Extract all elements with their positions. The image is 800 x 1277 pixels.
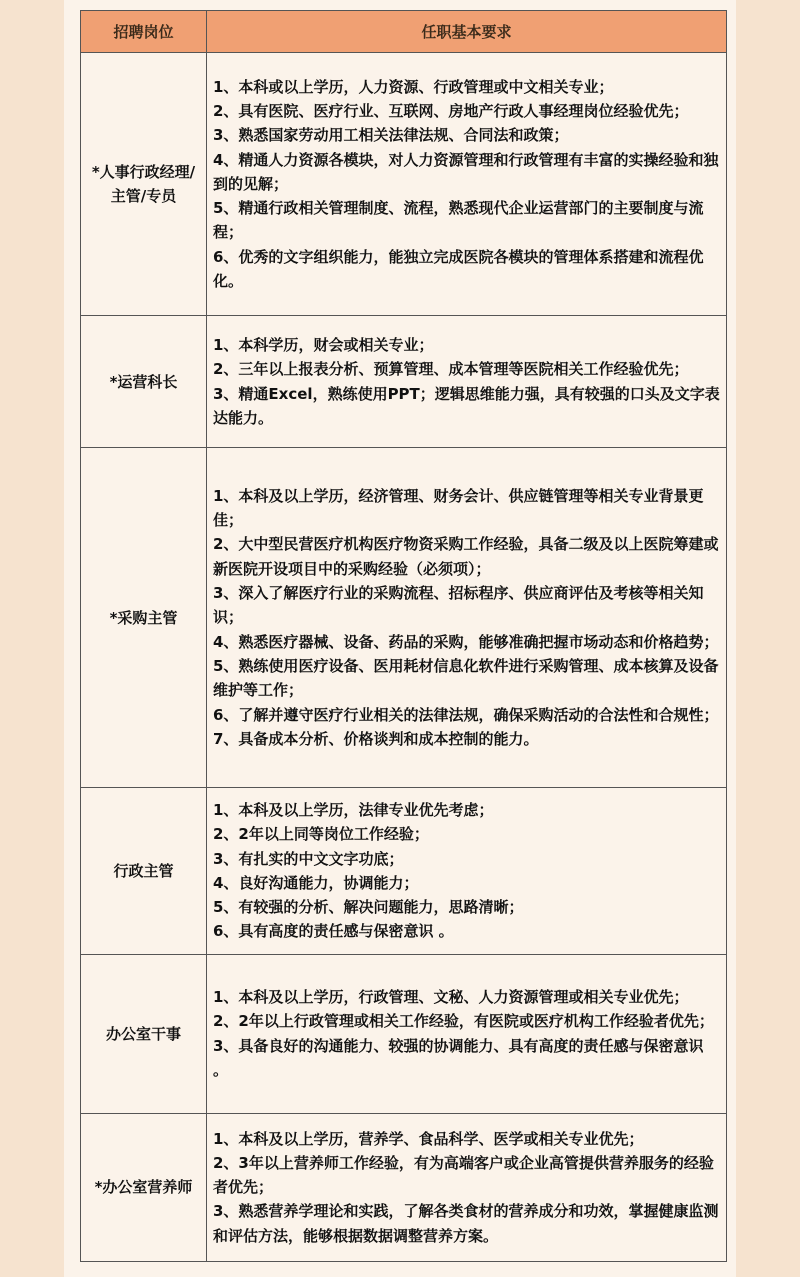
requirement-item: 3、深入了解医疗行业的采购流程、招标程序、供应商评估及考核等相关知识； [213,584,704,627]
requirement-item: 6、具有高度的责任感与保密意识 。 [213,922,454,941]
requirement-item: 1、本科及以上学历，行政管理、文秘、人力资源管理或相关专业优先； [213,988,689,1007]
table-row [81,53,727,316]
requirement-item: 3、熟悉营养学理论和实践，了解各类食材的营养成分和功效，掌握健康监测和评估方法，能够根据数据调整营养方案。 [213,1202,719,1245]
header-requirements: 任职基本要求 [207,11,727,53]
requirements-cell [207,316,727,448]
requirement-item: 2、2年以上行政管理或相关工作经验，有医院或医疗机构工作经验者优先； [213,1012,714,1031]
requirement-item: 5、精通行政相关管理制度、流程，熟悉现代企业运营部门的主要制度与流程； [213,199,704,242]
requirement-item: 3、精通Excel，熟练使用PPT；逻辑思维能力强，具有较强的口头及文字表达能力。 [213,384,720,427]
requirement-item: 3、有扎实的中文文字功底； [213,849,404,868]
requirement-item: 2、三年以上报表分析、预算管理、成本管理等医院相关工作经验优先； [213,360,689,379]
requirements-cell [207,448,727,788]
table-header-row [81,11,727,53]
table-row [81,954,727,1113]
requirement-item: 1、本科及以上学历，法律专业优先考虑； [213,801,494,819]
requirement-item: 5、熟练使用医疗设备、医用耗材信息化软件进行采购管理、成本核算及设备维护等工作； [213,656,719,700]
requirement-item: 1、本科或以上学历，人力资源、行政管理或中文相关专业； [213,77,614,96]
requirement-item: 4、熟悉医疗器械、设备、药品的采购，能够准确把握市场动态和价格趋势； [213,632,719,651]
position-cell: *办公室营养师 [81,1113,207,1261]
position-cell: 行政主管 [81,788,207,955]
requirement-item: 2、大中型民营医疗机构医疗物资采购工作经验，具备二级及以上医院筹建或新医院开设项目中的采购经验（必须项）； [213,535,719,578]
requirement-item: 3、具备良好的沟通能力、较强的协调能力、具有高度的责任感与保密意识 。 [213,1036,704,1080]
requirement-item: 3、熟悉国家劳动用工相关法律法规、合同法和政策； [213,126,569,145]
requirements-cell [207,954,727,1113]
requirement-item: 6、了解并遵守医疗行业相关的法律法规，确保采购活动的合法性和合规性； [213,705,719,724]
requirement-item: 1、本科及以上学历，营养学、食品科学、医学或相关专业优先； [213,1129,644,1148]
position-cell: *采购主管 [81,448,207,788]
header-position: 招聘岗位 [81,11,207,53]
table-row [81,316,727,448]
requirement-item: 4、良好沟通能力，协调能力； [213,873,419,892]
requirement-item: 4、精通人力资源各模块，对人力资源管理和行政管理有丰富的实操经验和独到的见解； [213,150,719,193]
requirement-item: 2、2年以上同等岗位工作经验； [213,825,429,844]
requirements-cell [207,1113,727,1261]
table-row [81,788,727,955]
position-cell: 办公室干事 [81,954,207,1113]
requirement-item: 1、本科及以上学历，经济管理、财务会计、供应链管理等相关专业背景更佳； [213,486,704,530]
requirement-item: 2、具有医院、医疗行业、互联网、房地产行政人事经理岗位经验优先； [213,101,689,120]
requirements-cell [207,53,727,316]
recruitment-table [80,10,727,1262]
requirement-item: 5、有较强的分析、解决问题能力，思路清晰； [213,898,524,917]
requirements-cell [207,788,727,955]
requirement-item: 1、本科学历，财会或相关专业； [213,335,434,354]
position-cell: *人事行政经理/ 主管/专员 [81,53,207,316]
table-row [81,448,727,788]
table-row [81,1113,727,1261]
position-cell: *运营科长 [81,316,207,448]
requirement-item: 7、具备成本分析、价格谈判和成本控制的能力。 [213,729,539,748]
requirement-item: 2、3年以上营养师工作经验，有为高端客户或企业高管提供营养服务的经验者优先； [213,1153,714,1197]
requirement-item: 6、优秀的文字组织能力，能独立完成医院各模块的管理体系搭建和流程优化。 [213,247,704,291]
